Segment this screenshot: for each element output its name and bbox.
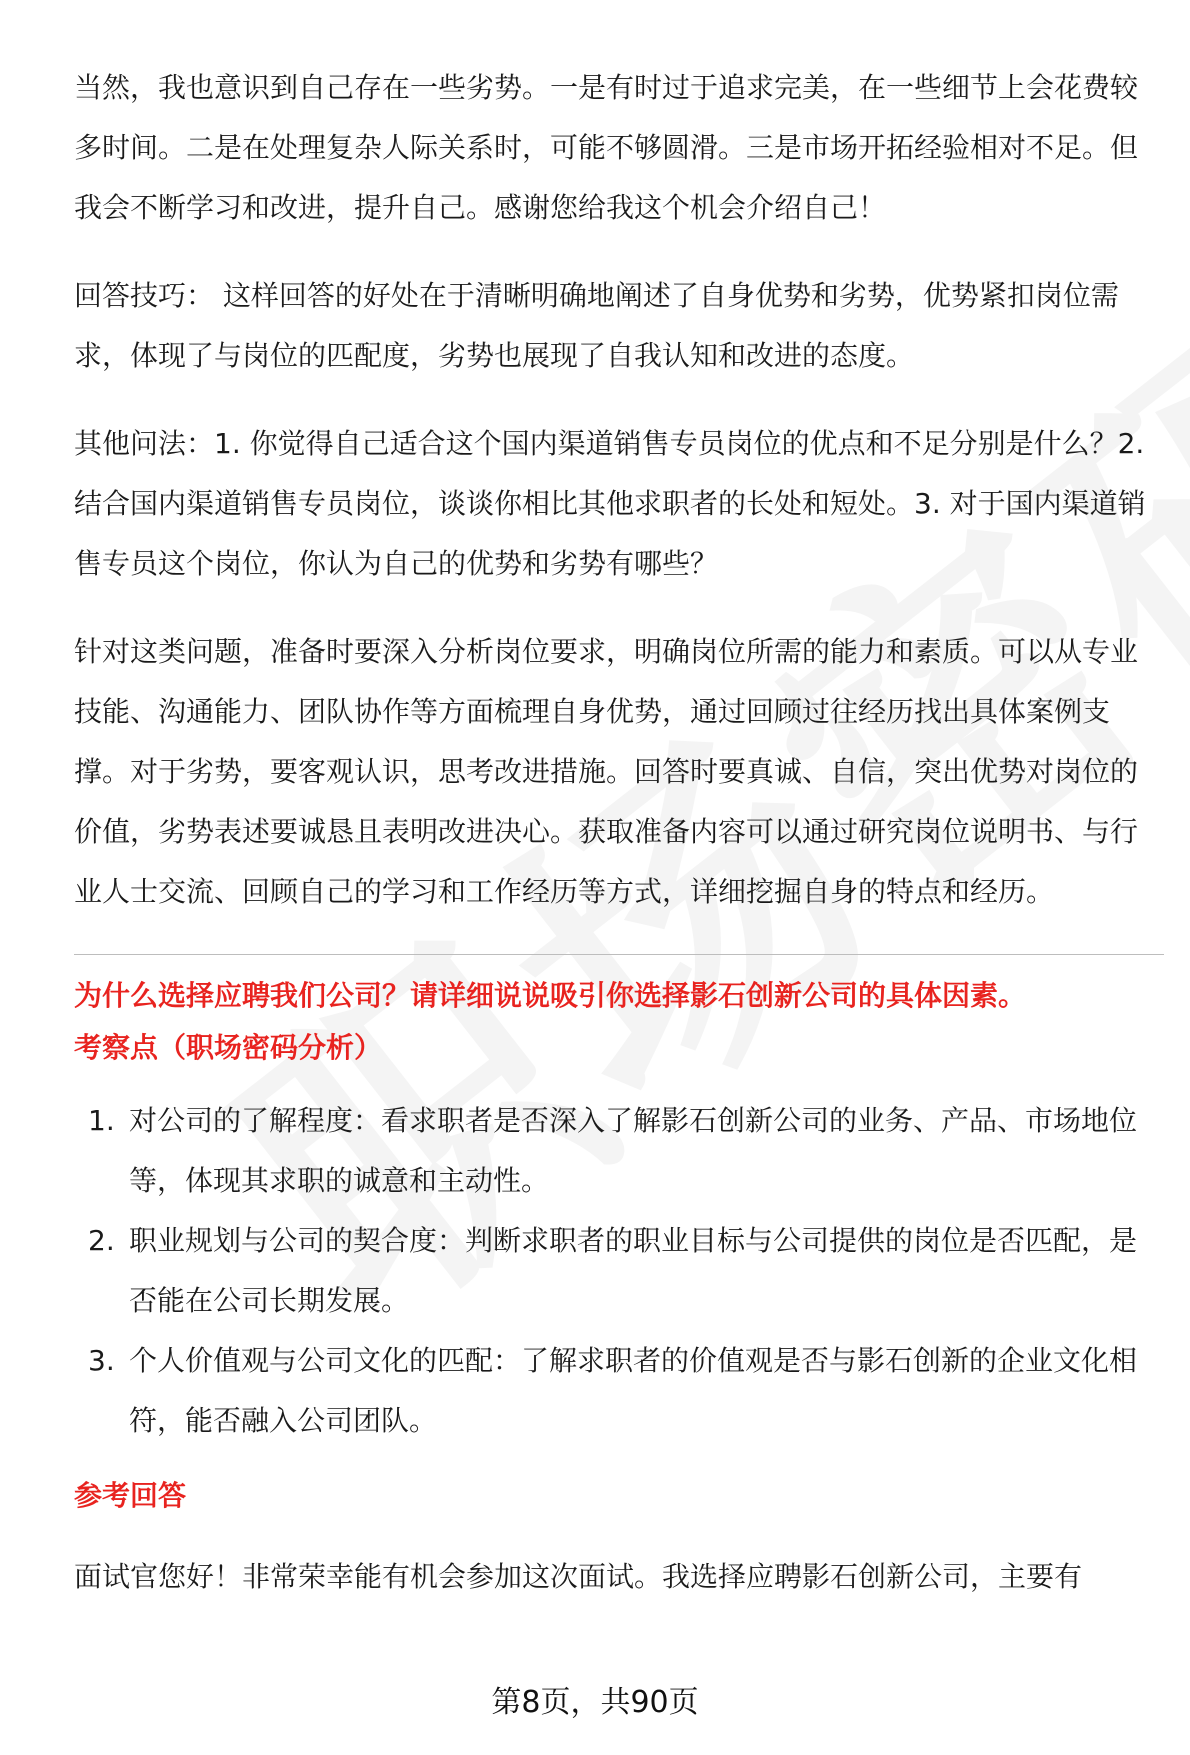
reference-answer-heading: 参考回答 xyxy=(74,1479,187,1512)
paragraph-weaknesses: 当然，我也意识到自己存在一些劣势。一是有时过于追求完美，在一些细节上会花费较多时间。二是在处理复杂人际关系时，可能不够圆滑。三是市场开拓经验相对不足。但我会不断学习和改进，提升自己。感谢您给我这个机会介绍自己！ xyxy=(74,71,1139,224)
reference-answer-text: 面试官您好！非常荣幸能有机会参加这次面试。我选择应聘影石创新公司，主要有 xyxy=(74,1560,1083,1593)
page-number: 第8页，共90页 xyxy=(491,1685,699,1720)
list-item-text: 个人价值观与公司文化的匹配：了解求职者的价值观是否与影石创新的企业文化相符，能否融入公司团队。 xyxy=(129,1344,1138,1437)
list-item xyxy=(74,1211,1164,1331)
list-item xyxy=(74,1331,1164,1451)
list-item-number: 3. xyxy=(88,1344,115,1377)
paragraph-other-questions: 其他问法：1. 你觉得自己适合这个国内渠道销售专员岗位的优点和不足分别是什么？2. 结合国内渠道销售专员岗位，谈谈你相比其他求职者的长处和短处。3. 对于国内渠道销售专员这个岗位，你认为自己的优势和劣势有哪些？ xyxy=(74,427,1146,580)
list-item-number: 2. xyxy=(88,1224,115,1257)
exam-points-list xyxy=(74,1091,1164,1451)
section-divider xyxy=(74,954,1164,955)
paragraph-preparation-advice: 针对这类问题，准备时要深入分析岗位要求，明确岗位所需的能力和素质。可以从专业技能、沟通能力、团队协作等方面梳理自身优势，通过回顾过往经历找出具体案例支撑。对于劣势，要客观认识，思考改进措施。回答时要真诚、自信，突出优势对岗位的价值，劣势表述要诚恳且表明改进决心。获取准备内容可以通过研究岗位说明书、与行业人士交流、回顾自己的学习和工作经历等方式，详细挖掘自身的特点和经历。 xyxy=(74,635,1139,908)
list-item xyxy=(74,1091,1164,1211)
exam-point-heading: 考察点（职场密码分析） xyxy=(74,1031,383,1064)
list-item-text: 对公司的了解程度：看求职者是否深入了解影石创新公司的业务、产品、市场地位等，体现其求职的诚意和主动性。 xyxy=(129,1104,1138,1197)
document-body xyxy=(74,58,1164,1635)
list-item-number: 1. xyxy=(88,1104,115,1137)
question-heading: 为什么选择应聘我们公司？请详细说说吸引你选择影石创新公司的具体因素。 xyxy=(74,979,1027,1012)
paragraph-answer-tips: 回答技巧： 这样回答的好处在于清晰明确地阐述了自身优势和劣势，优势紧扣岗位需求，体现了与岗位的匹配度，劣势也展现了自我认知和改进的态度。 xyxy=(74,279,1119,372)
list-item-text: 职业规划与公司的契合度：判断求职者的职业目标与公司提供的岗位是否匹配，是否能在公司长期发展。 xyxy=(129,1224,1138,1317)
